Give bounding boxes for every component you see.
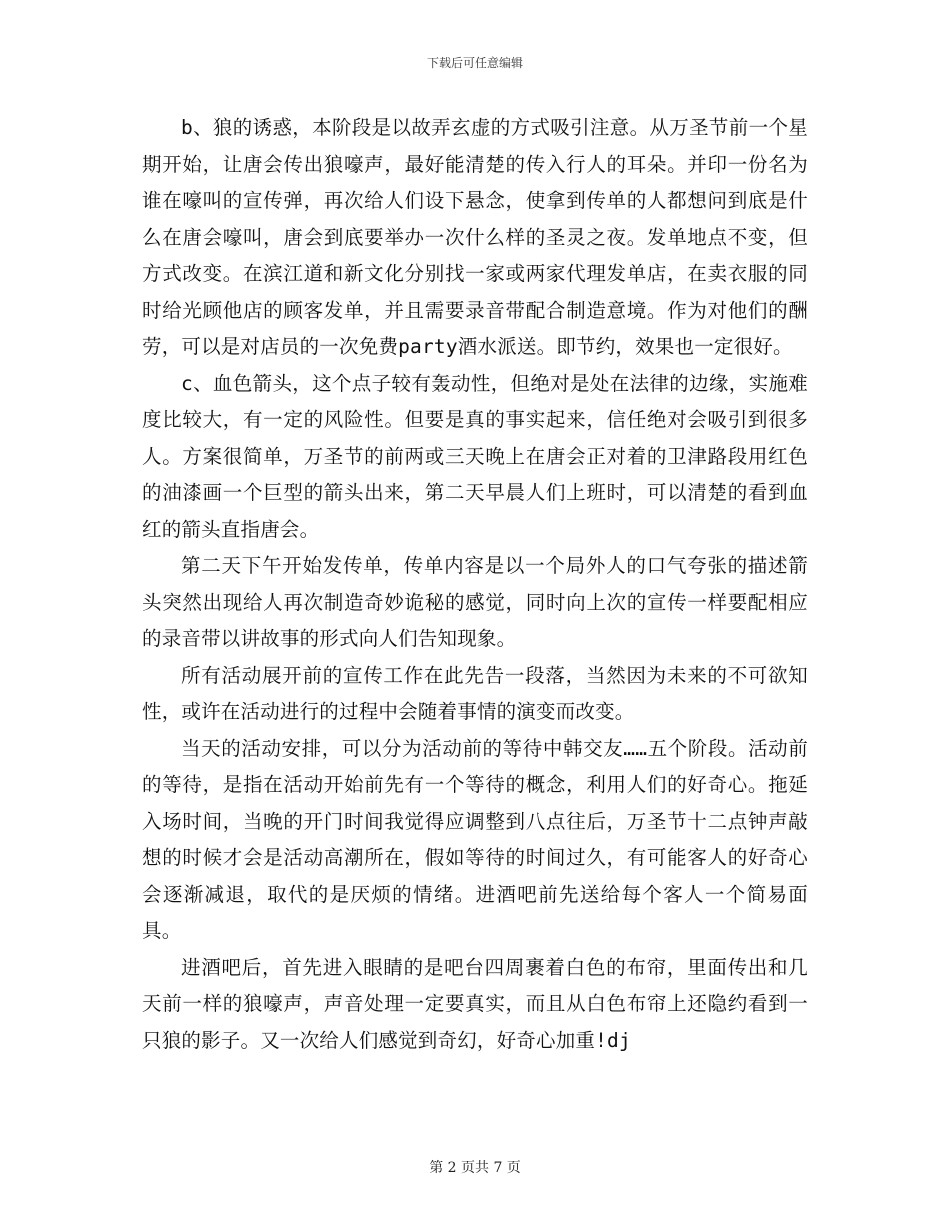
document-body (142, 110, 808, 1059)
paragraph: 所有活动展开前的宣传工作在此先告一段落，当然因为未来的不可欲知性，或许在活动进行的过程中会随着事情的演变而改变。 (142, 663, 808, 723)
page-header: 下载后可任意编辑 (426, 56, 523, 70)
paragraph: c、血色箭头，这个点子较有轰动性，但绝对是处在法律的边缘，实施难度比较大，有一定的风险性。但要是真的事实起来，信任绝对会吸引到很多人。方案很简单，万圣节的前两或三天晚上在唐会正对着的卫津路段用红色的油漆画一个巨型的箭头出来，第二天早晨人们上班时，可以清楚的看到血红的箭头直指唐会。 (142, 371, 808, 541)
paragraph: 第二天下午开始发传单，传单内容是以一个局外人的口气夸张的描述箭头突然出现给人再次制造奇妙诡秘的感觉，同时向上次的宣传一样要配相应的录音带以讲故事的形式向人们告知现象。 (142, 554, 808, 650)
paragraph: 进酒吧后，首先进入眼睛的是吧台四周裹着白色的布帘，里面传出和几天前一样的狼嚎声，声音处理一定要真实，而且从白色布帘上还隐约看到一只狼的影子。又一次给人们感觉到奇幻，好奇心加重!dj (142, 955, 808, 1052)
page-footer: 第 2 页共 7 页 (429, 1160, 521, 1176)
paragraph: b、狼的诱惑，本阶段是以故弄玄虚的方式吸引注意。从万圣节前一个星期开始，让唐会传出狼嚎声，最好能清楚的传入行人的耳朵。并印一份名为谁在嚎叫的宣传弹，再次给人们设下悬念，使拿到传单的人都想问到底是什么在唐会嚎叫，唐会到底要举办一次什么样的圣灵之夜。发单地点不变，但方式改变。在滨江道和新文化分别找一家或两家代理发单店，在卖衣服的同时给光顾他店的顾客发单，并且需要录音带配合制造意境。作为对他们的酬劳，可以是对店员的一次免费party酒水派送。即节约，效果也一定很好。 (142, 116, 808, 358)
paragraph: 当天的活动安排，可以分为活动前的等待中韩交友……五个阶段。活动前的等待，是指在活动开始前先有一个等待的概念，利用人们的好奇心。拖延入场时间，当晚的开门时间我觉得应调整到八点往后，万圣节十二点钟声敲想的时候才会是活动高潮所在，假如等待的时间过久，有可能客人的好奇心会逐渐减退，取代的是厌烦的情绪。进酒吧前先送给每个客人一个简易面具。 (142, 736, 808, 942)
